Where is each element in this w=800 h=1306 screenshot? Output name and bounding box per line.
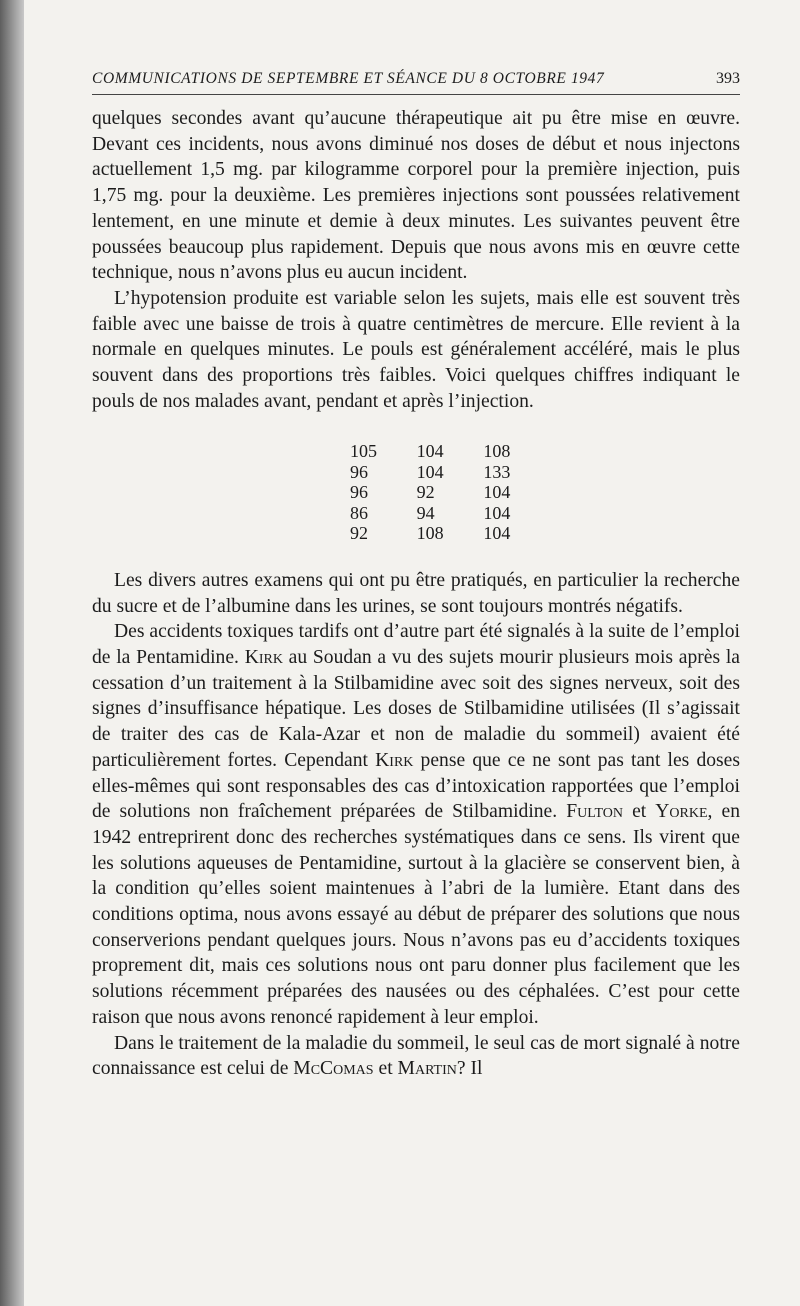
paragraph-5 <box>92 1031 740 1082</box>
p5-text-c: ? Il <box>456 1058 483 1080</box>
book-binding-shadow <box>0 0 24 1306</box>
pulse-cell: 86 <box>350 502 368 523</box>
pulse-table <box>350 441 550 544</box>
pulse-cell: 133 <box>483 461 511 482</box>
p5-text-a: Dans le traitement de la maladie du sommeil, le seul cas de mort signalé à notre connaissance est celui de <box>92 1032 740 1080</box>
pulse-cell: 108 <box>416 523 444 544</box>
pulse-table-row <box>350 523 550 544</box>
author-fulton: Fulton <box>566 801 624 823</box>
pulse-cell: 94 <box>416 502 435 523</box>
pulse-cell: 96 <box>350 482 368 503</box>
pulse-cell: 92 <box>350 523 368 544</box>
p4-text-a: Des accidents toxiques tardifs ont d’autre part été signalés à la suite de l’emploi de la Pentamidine. <box>92 621 740 669</box>
body-text <box>92 106 740 1082</box>
pulse-cell: 105 <box>350 441 377 462</box>
pulse-cell: 104 <box>483 502 511 523</box>
pulse-table-row <box>350 462 550 483</box>
author-yorke: Yorke <box>655 801 708 823</box>
p5-text-b: et <box>373 1058 398 1080</box>
pulse-cell: 108 <box>483 441 511 462</box>
pulse-table-row <box>350 482 550 503</box>
header-rule <box>92 94 740 95</box>
p4-text-e: , en 1942 entreprirent donc des recherches systématiques dans ce sens. Ils virent que les solutions aqueuses de Pentamidine, surtout à la glacière se conservent bien, à la condition qu’elles soient maintenues à l’abri de la lumière. Etant dans des conditions optima, nous avons essayé au début de préparer des solutions que nous conserverions pendant quelques jours. Nous n’avons pas eu d’accidents toxiques proprement dit, mais ces solutions nous ont paru donner plus facilement que les solutions récemment préparées des nausées ou des céphalées. C’est pour cette raison que nous avons renoncé rapidement à leur emploi. <box>92 801 740 1028</box>
paragraph-2: L’hypotension produite est variable selon les sujets, mais elle est souvent très faible avec une baisse de trois à quatre centimètres de mercure. Elle revient à la normale en quelques minutes. Le pouls est généralement accéléré, mais le plus souvent dans des proportions très faibles. Voici quelques chiffres indiquant le pouls de nos malades avant, pendant et après l’injection. <box>92 287 740 412</box>
page-number: 393 <box>716 70 740 87</box>
paragraph-4 <box>92 619 740 1030</box>
paragraph-1: quelques secondes avant qu’aucune thérapeutique ait pu être mise en œuvre. Devant ces incidents, nous avons diminué nos doses de début et nous injectons actuellement 1,5 mg. par kilogramme corporel pour la première injection, puis 1,75 mg. pour la deuxième. Les premières injections sont poussées relativement lentement, en une minute et demie à deux minutes. Les suivantes peuvent être poussées beaucoup plus rapidement. Depuis que nous avons mis en œuvre cette technique, nous n’avons plus eu aucun incident. <box>92 108 740 284</box>
pulse-cell: 104 <box>416 441 444 462</box>
pulse-cell: 104 <box>483 523 511 544</box>
running-header <box>92 70 740 88</box>
author-kirk: Kirk <box>244 647 283 669</box>
p4-text-d: et <box>623 801 656 823</box>
pulse-cell: 96 <box>350 461 368 482</box>
author-kirk: Kirk <box>375 749 414 771</box>
pulse-cell: 104 <box>483 482 511 503</box>
pulse-table-row <box>350 503 550 524</box>
running-title: COMMUNICATIONS DE SEPTEMBRE ET SÉANCE DU 8 OCTOBRE 1947 <box>92 70 605 87</box>
author-mccomas: McComas <box>293 1058 374 1080</box>
p4-text-b: au Soudan a vu des sujets mourir plusieurs mois après la cessation d’un traitement à la Stilbamidine avec soit des signes nerveux, soit des signes d’insuffisance hépatique. Les doses de Stilbamidine utilisées (Il s’agissait de traiter des cas de Kala-Azar et non de maladie du sommeil) avaient été particulièrement fortes. Cependant <box>92 647 740 771</box>
p4-text-c: pense que ce ne sont pas tant les doses elles-mêmes qui sont responsables des cas d’intoxication rapportées que l’emploi de solutions non fraîchement préparées de Stilbamidine. <box>92 749 740 823</box>
pulse-cell: 104 <box>416 461 444 482</box>
pulse-table-row <box>350 441 550 462</box>
pulse-cell: 92 <box>416 482 435 503</box>
author-martin: Martin <box>397 1058 457 1080</box>
paragraph-3: Les divers autres examens qui ont pu être pratiqués, en particulier la recherche du sucre et de l’albumine dans les urines, se sont toujours montrés négatifs. <box>92 569 740 617</box>
